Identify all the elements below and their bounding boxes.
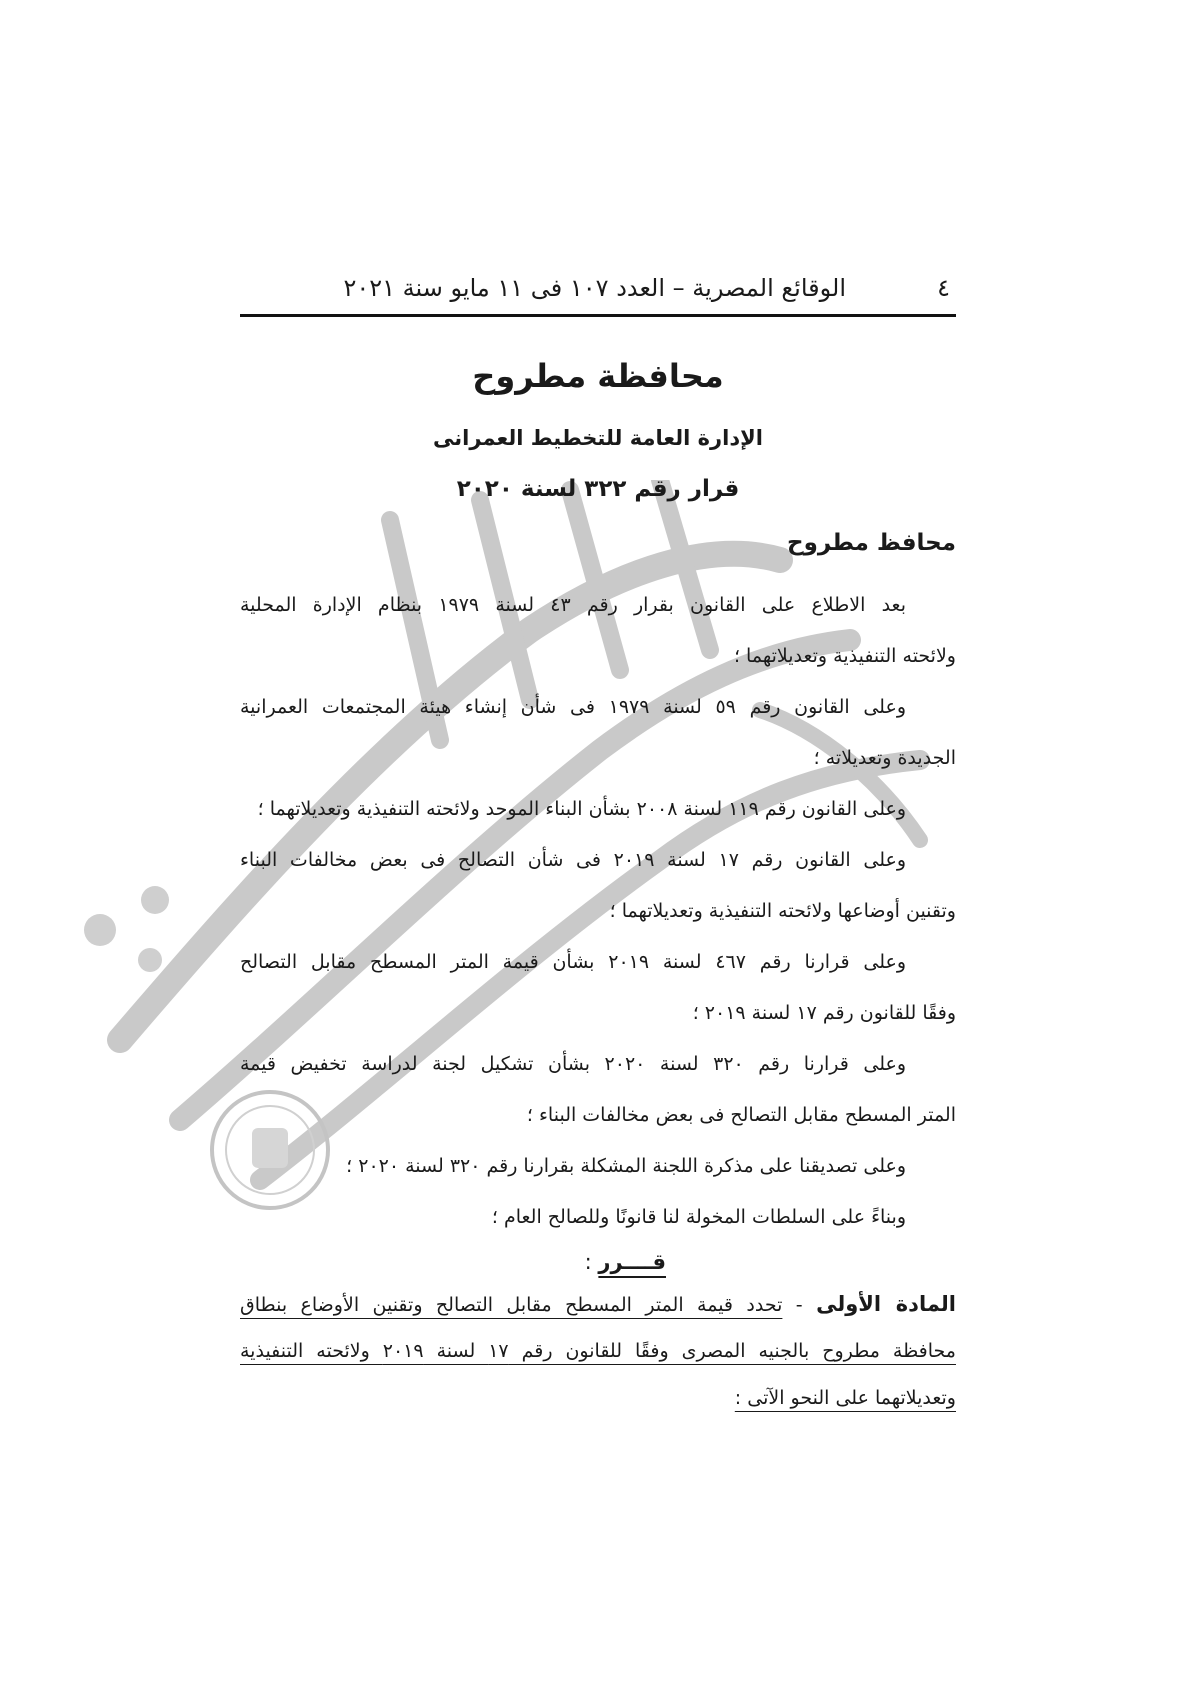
decided-colon: :	[584, 1250, 599, 1274]
article-one	[240, 1281, 956, 1422]
page-header	[240, 270, 956, 317]
decision-body	[240, 580, 956, 1422]
page-number: ٤	[937, 274, 950, 302]
recital-line: المتر المسطح مقابل التصالح فى بعض مخالفات البناء ؛	[526, 1104, 956, 1126]
watermark-dot	[84, 914, 116, 946]
department-title: الإدارة العامة للتخطيط العمرانى	[433, 426, 763, 450]
gazette-title: الوقائع المصرية – العدد ١٠٧ فى ١١ مايو سنة ٢٠٢١	[343, 274, 846, 302]
article-line	[240, 1281, 956, 1328]
recital-line: وعلى تصديقنا على مذكرة اللجنة المشكلة بقرارنا رقم ٣٢٠ لسنة ٢٠٢٠ ؛	[346, 1155, 906, 1177]
watermark-dot	[141, 886, 169, 914]
watermark-dot	[138, 948, 162, 972]
article-text: محافظة مطروح بالجنيه المصرى وفقًا للقانون رقم ١٧ لسنة ٢٠١٩ ولائحته التنفيذية	[240, 1340, 956, 1362]
article-text: تحدد قيمة المتر المسطح مقابل التصالح وتقنين الأوضاع بنطاق	[240, 1294, 783, 1316]
recital-line: ولائحته التنفيذية وتعديلاتهما ؛	[733, 645, 956, 667]
recital-line: وعلى القانون رقم ٥٩ لسنة ١٩٧٩ فى شأن إنشاء هيئة المجتمعات العمرانية	[240, 696, 906, 718]
article-label: المادة الأولى	[816, 1292, 956, 1316]
recital-line: وعلى قرارنا رقم ٤٦٧ لسنة ٢٠١٩ بشأن قيمة المتر المسطح مقابل التصالح	[240, 951, 906, 973]
decided-word: قــــرر	[598, 1250, 666, 1274]
document-page	[240, 0, 956, 1683]
recital-line: وتقنين أوضاعها ولائحته التنفيذية وتعديلاتهما ؛	[609, 900, 956, 922]
recital-line: وفقًا للقانون رقم ١٧ لسنة ٢٠١٩ ؛	[692, 1002, 956, 1024]
decided-heading	[240, 1243, 956, 1281]
recital-line: وعلى القانون رقم ١٧ لسنة ٢٠١٩ فى شأن التصالح فى بعض مخالفات البناء	[240, 849, 906, 871]
recital-line: وعلى القانون رقم ١١٩ لسنة ٢٠٠٨ بشأن البناء الموحد ولائحته التنفيذية وتعديلاتهما ؛	[257, 798, 906, 820]
governorate-title: محافظة مطروح	[472, 357, 724, 395]
article-dash: -	[782, 1294, 817, 1316]
recital-line: وبناءً على السلطات المخولة لنا قانونًا وللصالح العام ؛	[491, 1206, 906, 1228]
governor-heading: محافظ مطروح	[787, 530, 956, 556]
recital-line: وعلى قرارنا رقم ٣٢٠ لسنة ٢٠٢٠ بشأن تشكيل لجنة لدراسة تخفيض قيمة	[240, 1053, 906, 1075]
article-line	[240, 1375, 956, 1422]
article-text: وتعديلاتهما على النحو الآتى :	[734, 1387, 956, 1409]
decision-title: قرار رقم ٣٢٢ لسنة ٢٠٢٠	[456, 476, 740, 502]
recital-line: الجديدة وتعديلاته ؛	[813, 747, 956, 769]
recital-line: بعد الاطلاع على القانون بقرار رقم ٤٣ لسنة ١٩٧٩ بنظام الإدارة المحلية	[240, 594, 906, 616]
article-line	[240, 1328, 956, 1375]
